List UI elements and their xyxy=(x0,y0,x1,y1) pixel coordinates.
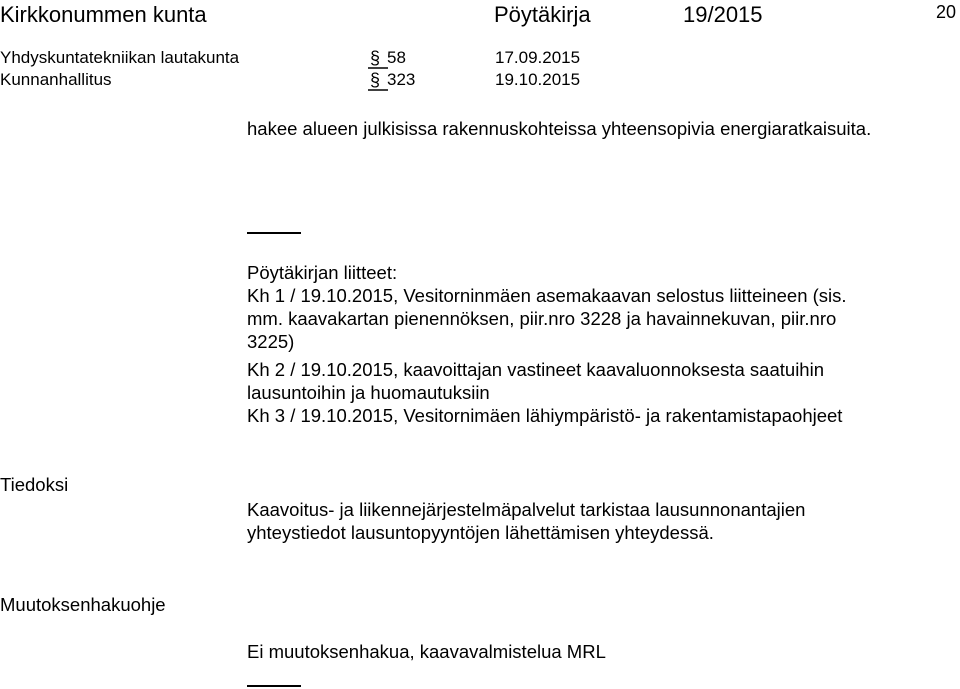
muutoksenhaku-text: Ei muutoksenhakua, kaavavalmistelua MRL xyxy=(247,641,606,662)
tiedoksi-line: Kaavoitus- ja liikennejärjestelmäpalvelut tarkistaa lausunnonantajien xyxy=(247,499,806,520)
document-type: Pöytäkirja xyxy=(494,2,591,27)
organization-name: Kirkkonummen kunta xyxy=(0,2,207,27)
attachments-heading: Pöytäkirjan liitteet: xyxy=(247,262,398,283)
meta-body-name: Kunnanhallitus xyxy=(0,70,112,89)
attachment-line: 3225) xyxy=(247,331,295,352)
page-number: 20 xyxy=(936,2,957,22)
tiedoksi-line: yhteystiedot lausuntopyyntöjen lähettämisen yhteydessä. xyxy=(247,522,714,543)
separator-line xyxy=(247,232,301,234)
tiedoksi-label: Tiedoksi xyxy=(0,474,69,495)
separator-line xyxy=(247,685,301,687)
svg-text:§: § xyxy=(370,48,381,68)
section-sign-icon xyxy=(368,46,388,70)
meta-date: 17.09.2015 xyxy=(495,48,581,67)
document-number: 19/2015 xyxy=(683,2,763,27)
meta-date: 19.10.2015 xyxy=(495,70,581,89)
meta-body-name: Yhdyskuntatekniikan lautakunta xyxy=(0,48,240,67)
attachment-line: lausuntoihin ja huomautuksiin xyxy=(247,382,490,403)
meta-section-number: 323 xyxy=(387,70,416,89)
attachment-line: Kh 2 / 19.10.2015, kaavoittajan vastineet kaavaluonnoksesta saatuihin xyxy=(247,359,824,380)
muutoksenhaku-label: Muutoksenhakuohje xyxy=(0,594,166,615)
meta-section-number: 58 xyxy=(387,48,406,67)
attachment-line: Kh 3 / 19.10.2015, Vesitornimäen lähiympäristö- ja rakentamistapaohjeet xyxy=(247,405,843,426)
attachment-line: Kh 1 / 19.10.2015, Vesitorninmäen asemakaavan selostus liitteineen (sis. xyxy=(247,285,847,306)
intro-text: hakee alueen julkisissa rakennuskohteissa yhteensopivia energiaratkaisuita. xyxy=(247,118,872,139)
svg-text:§: § xyxy=(370,70,381,90)
section-sign-icon xyxy=(368,68,388,92)
attachment-line: mm. kaavakartan pienennöksen, piir.nro 3228 ja havainnekuvan, piir.nro xyxy=(247,308,837,329)
